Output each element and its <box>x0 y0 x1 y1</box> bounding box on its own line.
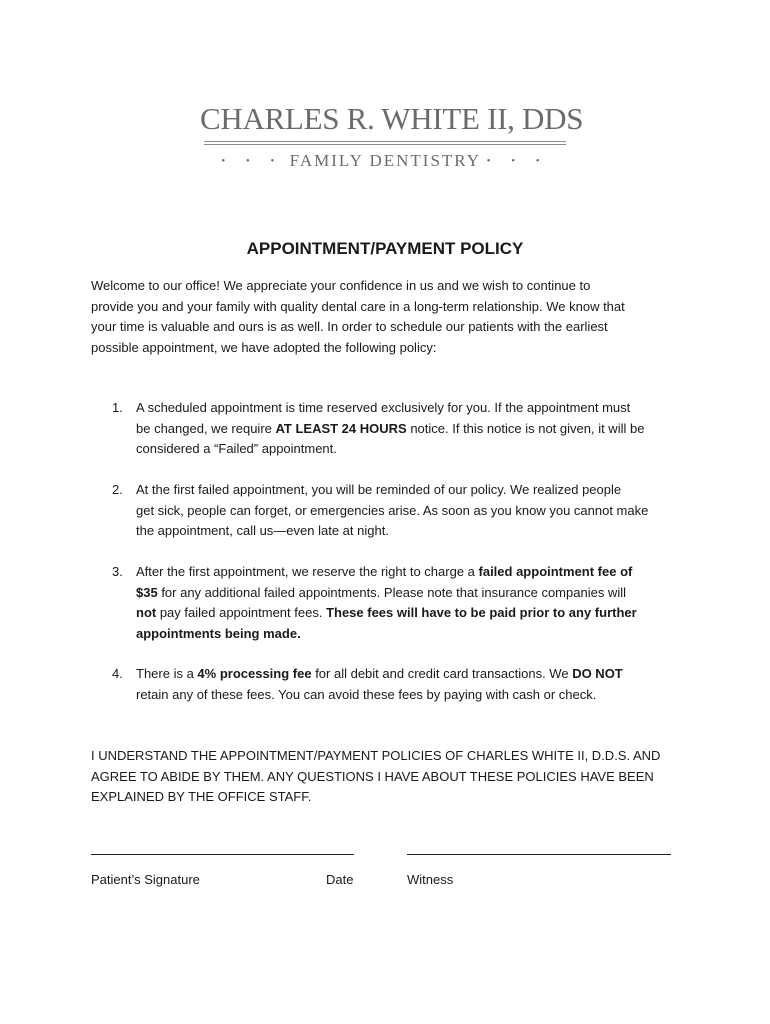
item-text-run: notice. If this notice is not given, it will be <box>406 420 645 436</box>
item-line: considered a “Failed” appointment. <box>136 441 337 456</box>
item-text-run: There is a <box>136 666 198 681</box>
logo-dots-right: • • • <box>486 155 549 167</box>
practice-subtitle-text: FAMILY DENTISTRY <box>289 151 481 170</box>
document-title: APPOINTMENT/PAYMENT POLICY <box>246 239 524 258</box>
item-text <box>136 664 686 705</box>
item-text-bold: AT LEAST 24 HOURS <box>275 420 407 436</box>
item-text-bold: appointments being made. <box>136 625 301 641</box>
item-line: get sick, people can forget, or emergencies arise. As soon as you know you cannot make <box>136 502 649 518</box>
item-line: the appointment, call us—even late at night. <box>136 523 389 538</box>
item-number: 3. <box>112 564 123 579</box>
item-text-bold: not <box>136 605 157 620</box>
item-text <box>136 562 686 644</box>
witness-label: Witness <box>407 872 454 887</box>
item-text <box>136 480 686 542</box>
logo-dots-left: • • • <box>221 155 284 167</box>
item-text-bold: failed appointment fee of <box>478 564 633 579</box>
item-text-run: for any additional failed appointments. Please note that insurance companies will <box>157 584 626 600</box>
item-line <box>136 603 686 624</box>
ack-line: I UNDERSTAND THE APPOINTMENT/PAYMENT POLICIES OF CHARLES WHITE II, D.D.S. AND <box>91 748 661 763</box>
item-line: retain any of these fees. You can avoid these fees by paying with cash or check. <box>136 686 597 702</box>
item-text-run: After the first appointment, we reserve the right to charge a <box>136 564 479 579</box>
item-text <box>136 398 686 460</box>
intro-line: your time is valuable and ours is as well. In order to schedule our patients with the earliest <box>91 319 608 334</box>
intro-line: possible appointment, we have adopted the following policy: <box>91 339 437 355</box>
item-line <box>136 583 686 604</box>
intro-paragraph <box>91 276 691 358</box>
date-label: Date <box>326 872 354 887</box>
practice-subtitle <box>200 151 570 171</box>
ack-line: AGREE TO ABIDE BY THEM. ANY QUESTIONS I HAVE ABOUT THESE POLICIES HAVE BEEN <box>91 768 654 784</box>
item-text-bold: DO NOT <box>572 666 623 681</box>
item-number: 2. <box>112 482 123 497</box>
item-number: 1. <box>112 400 123 415</box>
practice-logo <box>200 100 584 171</box>
intro-line: Welcome to our office! We appreciate your confidence in us and we wish to continue to <box>91 278 591 293</box>
intro-line: provide you and your family with quality dental care in a long-term relationship. We know that <box>91 298 625 314</box>
item-text-bold: These fees will have to be paid prior to any further <box>326 605 637 620</box>
item-number: 4. <box>112 666 123 681</box>
item-line <box>136 664 686 685</box>
item-text-run: be changed, we require <box>136 420 276 436</box>
item-text-bold: $35 <box>136 584 158 600</box>
item-text-run: pay failed appointment fees. <box>156 605 327 620</box>
item-text-bold: 4% processing fee <box>197 666 312 681</box>
logo-rules <box>204 141 566 145</box>
witness-signature-line[interactable] <box>407 854 671 855</box>
acknowledgement-paragraph <box>91 746 661 808</box>
patient-signature-line[interactable] <box>91 854 354 855</box>
ack-line: EXPLAINED BY THE OFFICE STAFF. <box>91 789 312 804</box>
item-text-run: for all debit and credit card transactions. We <box>311 666 573 681</box>
item-line <box>136 562 686 583</box>
item-line: At the first failed appointment, you will be reminded of our policy. We realized people <box>136 482 622 497</box>
patient-signature-label: Patient’s Signature <box>91 872 200 887</box>
item-line: A scheduled appointment is time reserved exclusively for you. If the appointment must <box>136 400 631 415</box>
practice-name: CHARLES R. WHITE II, DDS <box>200 101 584 136</box>
item-line <box>136 419 686 440</box>
item-line <box>136 624 686 645</box>
